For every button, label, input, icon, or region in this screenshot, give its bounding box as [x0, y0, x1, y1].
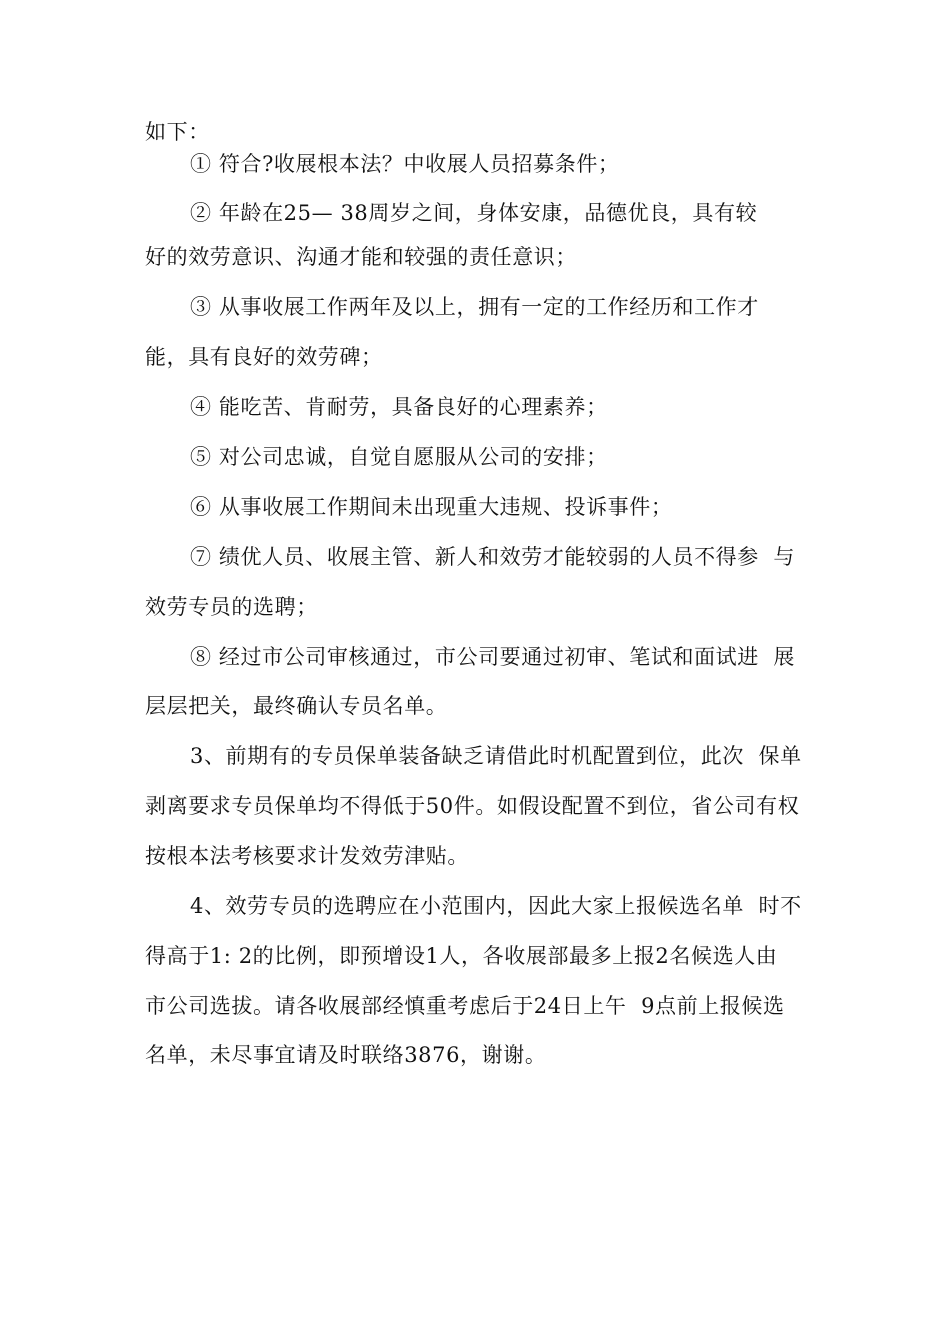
paragraph-4-line-3: 市公司选拔。请各收展部经慎重考虑后于24日上午 9点前上报候选 — [145, 994, 785, 1018]
list-item-8: ⑧ 经过市公司审核通过，市公司要通过初审、笔试和面试进 展 — [190, 645, 796, 669]
text-line-intro: 如下： — [145, 120, 210, 144]
list-item-2: ② 年龄在25— 38周岁之间，身体安康，品德优良，具有较 — [190, 201, 758, 225]
list-item-7-continued: 效劳专员的选聘； — [145, 595, 318, 619]
list-item-8-continued: 层层把关，最终确认专员名单。 — [145, 694, 448, 718]
list-item-2-continued: 好的效劳意识、沟通才能和较强的责任意识； — [145, 245, 577, 269]
list-item-3-continued: 能，具有良好的效劳碑； — [145, 345, 383, 369]
paragraph-4-line-2: 得高于1: 2的比例，即预增设1人，各收展部最多上报2名候选人由 — [145, 944, 778, 968]
list-item-1: ① 符合?收展根本法？中收展人员招募条件； — [190, 152, 620, 176]
paragraph-3-line-3: 按根本法考核要求计发效劳津贴。 — [145, 844, 469, 868]
paragraph-3-line-2: 剥离要求专员保单均不得低于50件。如假设配置不到位，省公司有权 — [145, 794, 800, 818]
list-item-3: ③ 从事收展工作两年及以上，拥有一定的工作经历和工作才 — [190, 295, 759, 319]
list-item-7: ⑦ 绩优人员、收展主管、新人和效劳才能较弱的人员不得参 与 — [190, 545, 796, 569]
paragraph-3: 3、前期有的专员保单装备缺乏请借此时机配置到位，此次 保单 — [190, 744, 802, 768]
list-item-4: ④ 能吃苦、肯耐劳，具备良好的心理素养； — [190, 395, 608, 419]
paragraph-4: 4、效劳专员的选聘应在小范围内，因此大家上报候选名单 时不 — [190, 894, 802, 918]
list-item-5: ⑤ 对公司忠诚，自觉自愿服从公司的安排； — [190, 445, 608, 469]
list-item-6: ⑥ 从事收展工作期间未出现重大违规、投诉事件； — [190, 495, 673, 519]
paragraph-4-line-4: 名单，未尽事宜请及时联络3876，谢谢。 — [145, 1043, 547, 1067]
